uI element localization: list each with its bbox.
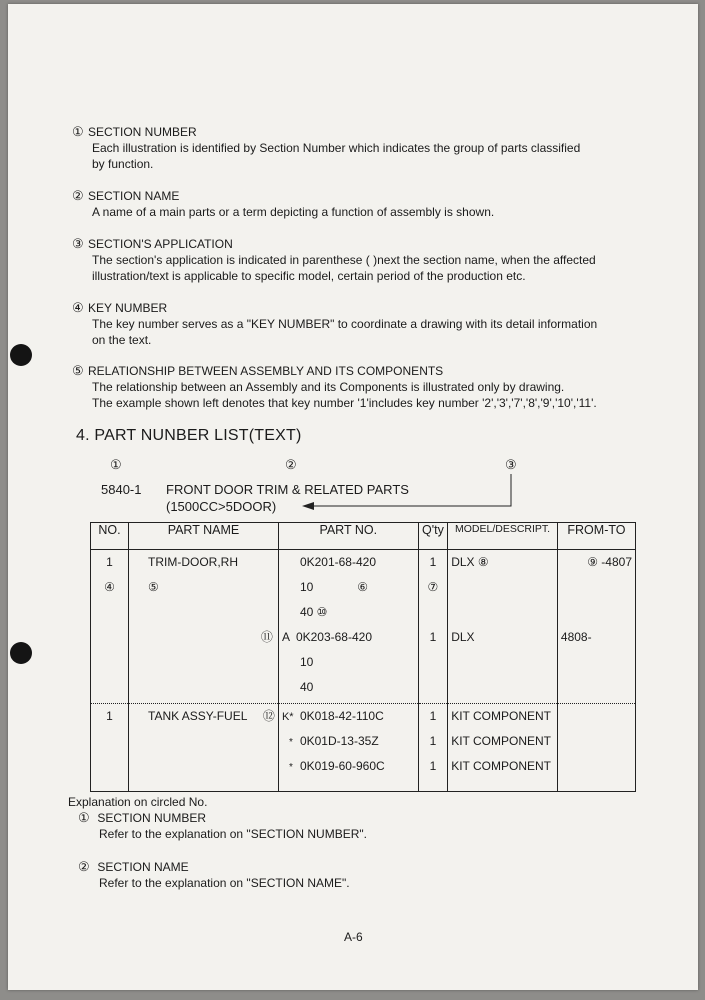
callout-12: ⑫ <box>262 709 275 723</box>
circled-number: ① <box>110 457 122 472</box>
page-number: A-6 <box>344 930 363 944</box>
key-number-callout: ④ <box>104 580 115 594</box>
binder-hole <box>10 642 32 664</box>
circled-number: ② <box>78 859 90 874</box>
circled-number: ③ <box>72 236 84 251</box>
column-header: NO. <box>91 523 129 550</box>
circled-number: ② <box>72 188 84 203</box>
part-number: 40 <box>299 680 314 694</box>
quantity: 1 <box>429 734 437 748</box>
table-row <box>91 704 636 792</box>
section-item <box>72 363 632 411</box>
quantity: 1 <box>429 555 437 569</box>
explanation-item-title: SECTION NUMBER <box>97 811 207 825</box>
binder-hole <box>10 344 32 366</box>
section-title: SECTION NUMBER <box>88 125 197 139</box>
circled-number-explanation <box>68 794 367 891</box>
kit-mark: * <box>288 762 293 773</box>
model-description: KIT COMPONENT <box>451 734 552 748</box>
part-name: TRIM-DOOR,RH <box>148 555 238 569</box>
kit-mark: * <box>288 737 293 748</box>
table-row <box>91 550 636 704</box>
section-title: SECTION'S APPLICATION <box>88 237 233 251</box>
part-number: 0K203-68-420 <box>295 630 372 644</box>
key-number: 1 <box>106 709 113 723</box>
section-item <box>72 236 632 284</box>
parts-table <box>90 522 636 792</box>
model-description: KIT COMPONENT <box>451 709 552 723</box>
circled-number: ① <box>78 810 90 825</box>
part-number: 40 ⑩ <box>299 605 328 619</box>
table-header-row <box>91 523 636 550</box>
explanation-item <box>68 810 367 842</box>
column-header: MODEL/DESCRIPT. <box>448 523 558 550</box>
circled-number: ① <box>72 124 84 139</box>
part-name-callout: ⑤ <box>148 580 159 594</box>
part-number: 0K201-68-420 <box>299 555 376 569</box>
application-arrow <box>300 472 520 514</box>
revision-mark: A <box>281 630 290 644</box>
column-header: PART NO. <box>278 523 418 550</box>
section-title: KEY NUMBER <box>88 301 168 315</box>
kit-mark: K* <box>281 711 294 723</box>
circled-number: ⑤ <box>72 363 84 378</box>
quantity: 1 <box>429 759 437 773</box>
section-body: A name of a main parts or a term depicting a function of assembly is shown. <box>92 205 495 219</box>
column-header: Q'ty <box>418 523 448 550</box>
model-description: DLX ⑧ <box>451 555 489 569</box>
circled-number: ④ <box>72 300 84 315</box>
circled-number: ② <box>285 457 297 472</box>
callout-11: ⑪ <box>260 630 273 644</box>
circled-number: ③ <box>505 457 517 472</box>
section-item <box>72 188 632 220</box>
explanation-item-body: Refer to the explanation on "SECTION NAME". <box>99 876 350 890</box>
column-header: FROM-TO <box>557 523 635 550</box>
section-body: The section's application is indicated in parenthese ( )next the section name, when the affected illustration/text is applicable to specific model, certain period of the production etc. <box>92 253 596 283</box>
column-header: PART NAME <box>129 523 279 550</box>
explanation-item <box>68 859 367 891</box>
explanation-title: Explanation on circled No. <box>68 795 208 809</box>
part-number: 10 <box>299 580 314 594</box>
model-description: DLX <box>451 630 475 644</box>
callout-6: ⑥ <box>357 580 369 594</box>
section-body: The relationship between an Assembly and its Components is illustrated only by drawing. The example shown left denotes that key number '1'includes key number '2','3','7','8','9','10','11'. <box>92 380 597 410</box>
callout-7: ⑦ <box>427 580 439 594</box>
explanation-item-title: SECTION NAME <box>97 860 189 874</box>
section-title: SECTION NAME <box>88 189 180 203</box>
key-number: 1 <box>106 555 113 569</box>
section-item <box>72 124 632 172</box>
part-name: TANK ASSY-FUEL <box>148 709 248 723</box>
section-title: RELATIONSHIP BETWEEN ASSEMBLY AND ITS COMPONENTS <box>88 364 444 378</box>
section-application: (1500CC>5DOOR) <box>166 499 277 514</box>
section-body: Each illustration is identified by Section Number which indicates the group of parts classified by function. <box>92 141 581 171</box>
quantity: 1 <box>429 709 437 723</box>
from-to: ⑨ -4807 <box>587 555 632 569</box>
part-number: 0K01D-13-35Z <box>299 734 379 748</box>
part-number: 0K019-60-960C <box>299 759 385 773</box>
part-number-list-heading: 4. PART NUNBER LIST(TEXT) <box>76 427 302 444</box>
from-to: 4808- <box>560 630 592 644</box>
part-number: 0K018-42-110C <box>299 709 384 723</box>
section-item <box>72 300 632 348</box>
part-number: 10 <box>299 655 314 669</box>
explanation-item-body: Refer to the explanation on "SECTION NUMBER". <box>99 827 367 841</box>
section-name: FRONT DOOR TRIM & RELATED PARTS <box>166 482 409 497</box>
model-description: KIT COMPONENT <box>451 759 552 773</box>
section-number: 5840-1 <box>101 482 142 497</box>
quantity: 1 <box>429 630 437 644</box>
section-body: The key number serves as a "KEY NUMBER" to coordinate a drawing with its detail information on the text. <box>92 317 598 347</box>
